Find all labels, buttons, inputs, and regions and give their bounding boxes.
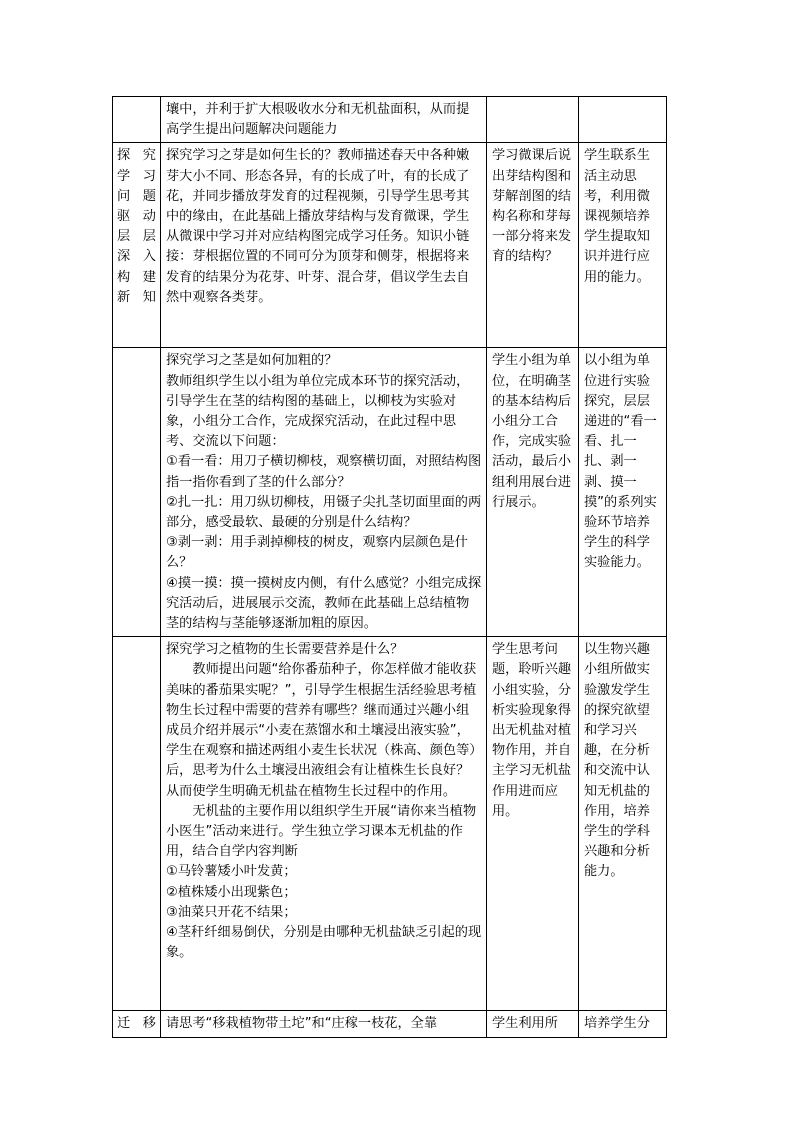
stage-cell xyxy=(113,348,161,637)
design-intent-cell: 学生联系生活主动思考，利用微课视频培养学生提取知识并进行应用的能力。 xyxy=(579,143,667,348)
paragraph: ④摸一摸：摸一摸树皮内侧，有什么感觉？小组完成探究活动后，进展展示交流，教师在此基础上总结植物茎的结构与茎能够逐渐加粗的原因。 xyxy=(166,575,482,632)
teacher-activity-cell xyxy=(161,143,487,348)
lesson-plan-table xyxy=(112,96,667,1038)
paragraph: ②植株矮小出现紫色； xyxy=(166,884,297,900)
table-row xyxy=(113,97,667,143)
paragraph: 请思考“移栽植物带土坨”和“庄稼一枝花，全靠 xyxy=(166,1016,438,1032)
student-activity-cell: 学生小组为单位，在明确茎的基本结构后小组分工合作，完成实验活动，最后小组利用展台进行展示。 xyxy=(487,348,579,637)
paragraph: 壤中，并利于扩大根吸收水分和无机盐面积，从而提高学生提出问题解决问题能力 xyxy=(166,102,470,138)
student-activity-cell xyxy=(487,97,579,143)
stage-cell: 探究学习问题驱动层层深入构建新知 xyxy=(113,143,161,348)
table-row xyxy=(113,143,667,348)
design-intent-cell: 以小组为单位进行实验探究，层层递进的“看一看、扎一扎、剥一剥、摸一摸”的系列实验环节培养学生的科学实验能力。 xyxy=(579,348,667,637)
paragraph: 探究学习之茎是如何加粗的？ xyxy=(166,353,338,369)
paragraph: 探究学习之芽是如何生长的？教师描述春天中各种嫩芽大小不同、形态各异，有的长成了叶，有的长成了花，并同步播放芽发育的过程视频，引导学生思考其中的缘由，在此基础上播放芽结构与发育微课，学生从微课中学习并对应结构图完成学习任务。知识小链接：芽根据位置的不同可分为顶芽和侧芽，根据将来发育的结果分为花芽、叶芽、混合芽，倡议学生去自然中观察各类芽。 xyxy=(166,148,470,305)
table-row xyxy=(113,1011,667,1038)
teacher-activity-cell xyxy=(161,637,487,1011)
student-activity-cell: 学生利用所 xyxy=(487,1011,579,1038)
paragraph: ④茎秆纤细易倒伏，分别是由哪种无机盐缺乏引起的现象。 xyxy=(166,925,482,961)
paragraph: ②扎一扎：用刀纵切柳枝，用镊子尖扎茎切面里面的两部分，感受最软、最硬的分别是什么结构？ xyxy=(166,494,482,531)
design-intent-cell: 以生物兴趣小组所做实验激发学生的探究欲望和学习兴趣，在分析和交流中认知无机盐的作用，培养学生的学科兴趣和分析能力。 xyxy=(579,637,667,1011)
teacher-activity-cell xyxy=(161,97,487,143)
student-activity-cell: 学生思考问题，聆听兴趣小组实验，分析实验现象得出无机盐对植物作用，并自主学习无机盐作用进而应用。 xyxy=(487,637,579,1011)
table-row xyxy=(113,348,667,637)
student-activity-cell: 学习微课后说出芽结构图和芽解剖图的结构名称和芽每一部分将来发育的结构？ xyxy=(487,143,579,348)
paragraph: 教师提出问题“给你番茄种子，你怎样做才能收获美味的番茄果实呢？”，引导学生根据生活经验思考植物生长过程中需要的营养有哪些？继而通过兴趣小组成员介绍并展示“小麦在蒸馏水和土壤浸出液实验”，学生在观察和描述两组小麦生长状况（株高、颜色等）后，思考为什么土壤浸出液组会有让植株生长良好？从而使学生明确无机盐在植物生长过程中的作用。 xyxy=(166,662,477,799)
stage-cell xyxy=(113,637,161,1011)
design-intent-cell: 培养学生分 xyxy=(579,1011,667,1038)
paragraph: 教师组织学生以小组为单位完成本环节的探究活动，引导学生在茎的结构图的基础上，以柳枝为实验对象，小组分工合作，完成探究活动，在此过程中思考、交流以下问题： xyxy=(166,373,470,450)
table-row xyxy=(113,637,667,1011)
paragraph: ③剥一剥：用手剥掉柳枝的树皮，观察内层颜色是什么？ xyxy=(166,535,468,571)
teacher-activity-cell xyxy=(161,1011,487,1038)
paragraph: ③油菜只开花不结果； xyxy=(166,904,297,920)
paragraph: 探究学习之植物的生长需要营养是什么？ xyxy=(166,642,404,658)
stage-cell xyxy=(113,97,161,143)
design-intent-cell xyxy=(579,97,667,143)
stage-cell: 迁移 xyxy=(113,1011,161,1038)
paragraph: ①看一看：用刀子横切柳枝，观察横切面，对照结构图指一指你看到了茎的什么部分？ xyxy=(166,454,482,490)
paragraph: ①马铃薯矮小叶发黄； xyxy=(166,864,297,880)
paragraph: 无机盐的主要作用以组织学生开展“请你来当植物小医生”活动来进行。学生独立学习课本无机盐的作用，结合自学内容判断 xyxy=(166,803,477,860)
teacher-activity-cell xyxy=(161,348,487,637)
